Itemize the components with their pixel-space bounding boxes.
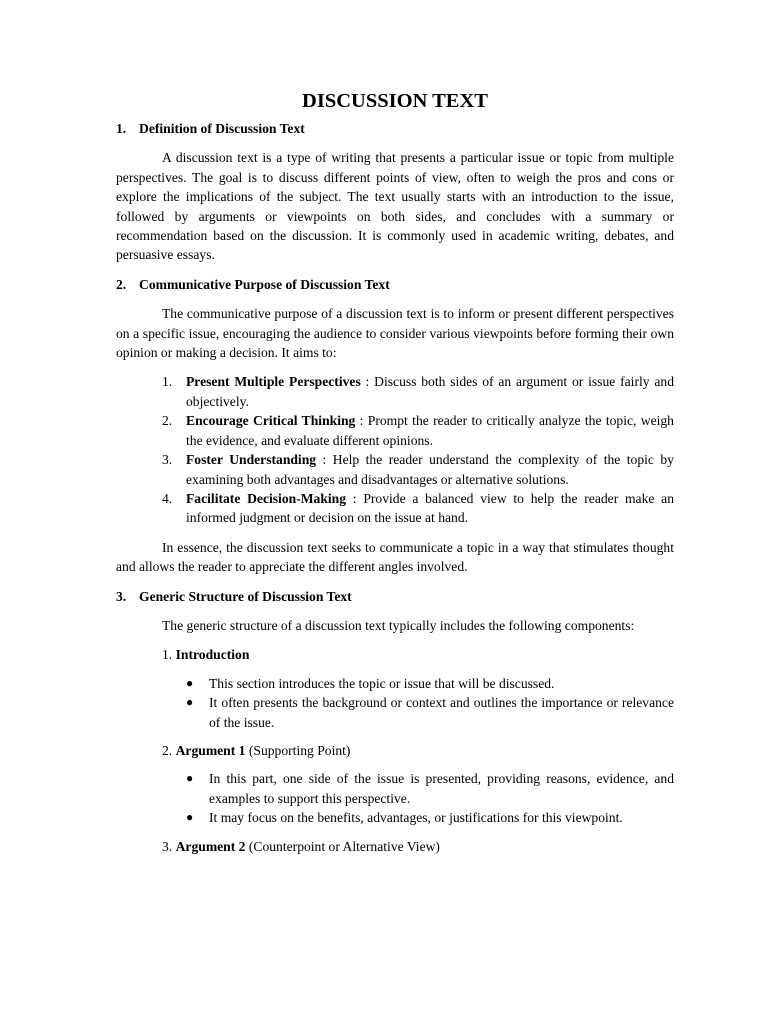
- argument-1-bullets: [116, 769, 674, 827]
- component-heading-argument-1: [162, 741, 674, 760]
- component-heading-argument-2: [162, 837, 674, 856]
- section-title: Communicative Purpose of Discussion Text: [139, 276, 390, 292]
- bullet-text: It may focus on the benefits, advantages, or justifications for this viewpoint.: [209, 810, 623, 826]
- list-item: [116, 808, 674, 827]
- component-term: Argument 1: [175, 742, 246, 758]
- list-item: [116, 372, 674, 411]
- list-item-desc: : Help the reader understand the complexity of the topic by examining both advantages and disadvantages or alternative solutions.: [186, 452, 674, 487]
- list-item-desc: : Discuss both sides of an argument or issue fairly and objectively.: [186, 374, 674, 409]
- bullet-text: It often presents the background or context and outlines the importance or relevance of the issue.: [209, 695, 674, 730]
- bullet-icon: ●: [186, 771, 194, 786]
- list-item-term: Present Multiple Perspectives: [186, 374, 361, 390]
- list-item: [116, 674, 674, 693]
- bullet-text: This section introduces the topic or issue that will be discussed.: [209, 675, 555, 691]
- bullet-icon: ●: [186, 810, 194, 825]
- list-number: 3.: [162, 452, 173, 468]
- essence-paragraph: In essence, the discussion text seeks to communicate a topic in a way that stimulates thought and allows the reader to appreciate the different angles involved.: [116, 539, 674, 575]
- definition-paragraph: A discussion text is a type of writing that presents a particular issue or topic from multiple perspectives. The goal is to discuss different points of view, often to weigh the pros and cons or explore the implications of the subject. The text usually starts with an introduction to the issue, followed by arguments or viewpoints on both sides, and concludes with a summary or recommendation based on the discussion. It is commonly used in academic writing, debates, and persuasive essays.: [116, 150, 674, 263]
- component-term: Introduction: [175, 647, 250, 663]
- list-item-text: [186, 372, 674, 411]
- list-item: [116, 450, 674, 489]
- list-item-term: Encourage Critical Thinking: [186, 413, 356, 429]
- list-item-term: Foster Understanding: [186, 452, 317, 468]
- list-item-text: [186, 411, 674, 450]
- component-term: Argument 2: [175, 838, 246, 854]
- bullet-text: In this part, one side of the issue is presented, providing reasons, evidence, and examples to support this perspective.: [209, 771, 674, 806]
- component-note: (Supporting Point): [245, 742, 351, 758]
- list-item: [116, 693, 674, 732]
- list-number: 1.: [162, 374, 173, 390]
- structure-paragraph: The generic structure of a discussion text typically includes the following components:: [162, 617, 635, 633]
- component-note: (Counterpoint or Alternative View): [245, 838, 440, 854]
- bullet-icon: ●: [186, 695, 194, 710]
- list-item: [116, 769, 674, 808]
- section-heading-structure: [116, 587, 674, 606]
- component-number: 3.: [162, 838, 173, 854]
- purpose-list: [116, 372, 674, 527]
- component-heading-introduction: [162, 645, 674, 664]
- list-item: [116, 489, 674, 528]
- bullet-icon: ●: [186, 675, 194, 690]
- section-number: 2.: [116, 276, 127, 292]
- section-title: Generic Structure of Discussion Text: [139, 588, 352, 604]
- list-number: 4.: [162, 490, 173, 506]
- introduction-bullets: [116, 674, 674, 732]
- component-number: 2.: [162, 742, 173, 758]
- section-number: 3.: [116, 588, 127, 604]
- list-item-desc: : Provide a balanced view to help the reader make an informed judgment or decision on the issue at hand.: [186, 490, 674, 526]
- list-number: 2.: [162, 413, 173, 429]
- list-item: [116, 411, 674, 450]
- list-item-term: Facilitate Decision-Making: [186, 490, 347, 506]
- section-number: 1.: [116, 121, 127, 136]
- document-page: [116, 88, 674, 865]
- list-item-desc: : Prompt the reader to critically analyze the topic, weigh the evidence, and evaluate different opinions.: [186, 413, 674, 448]
- section-heading-definition: [116, 119, 674, 138]
- purpose-paragraph: The communicative purpose of a discussion text is to inform or present different perspectives on a specific issue, encouraging the audience to consider various viewpoints before forming their own opinion or making a decision. It aims to:: [116, 306, 674, 361]
- section-heading-purpose: [116, 275, 674, 294]
- document-title: DISCUSSION TEXT: [302, 90, 488, 112]
- list-item-text: [186, 489, 674, 528]
- component-number: 1.: [162, 647, 173, 663]
- list-item-text: [186, 450, 674, 489]
- section-title: Definition of Discussion Text: [139, 121, 305, 136]
